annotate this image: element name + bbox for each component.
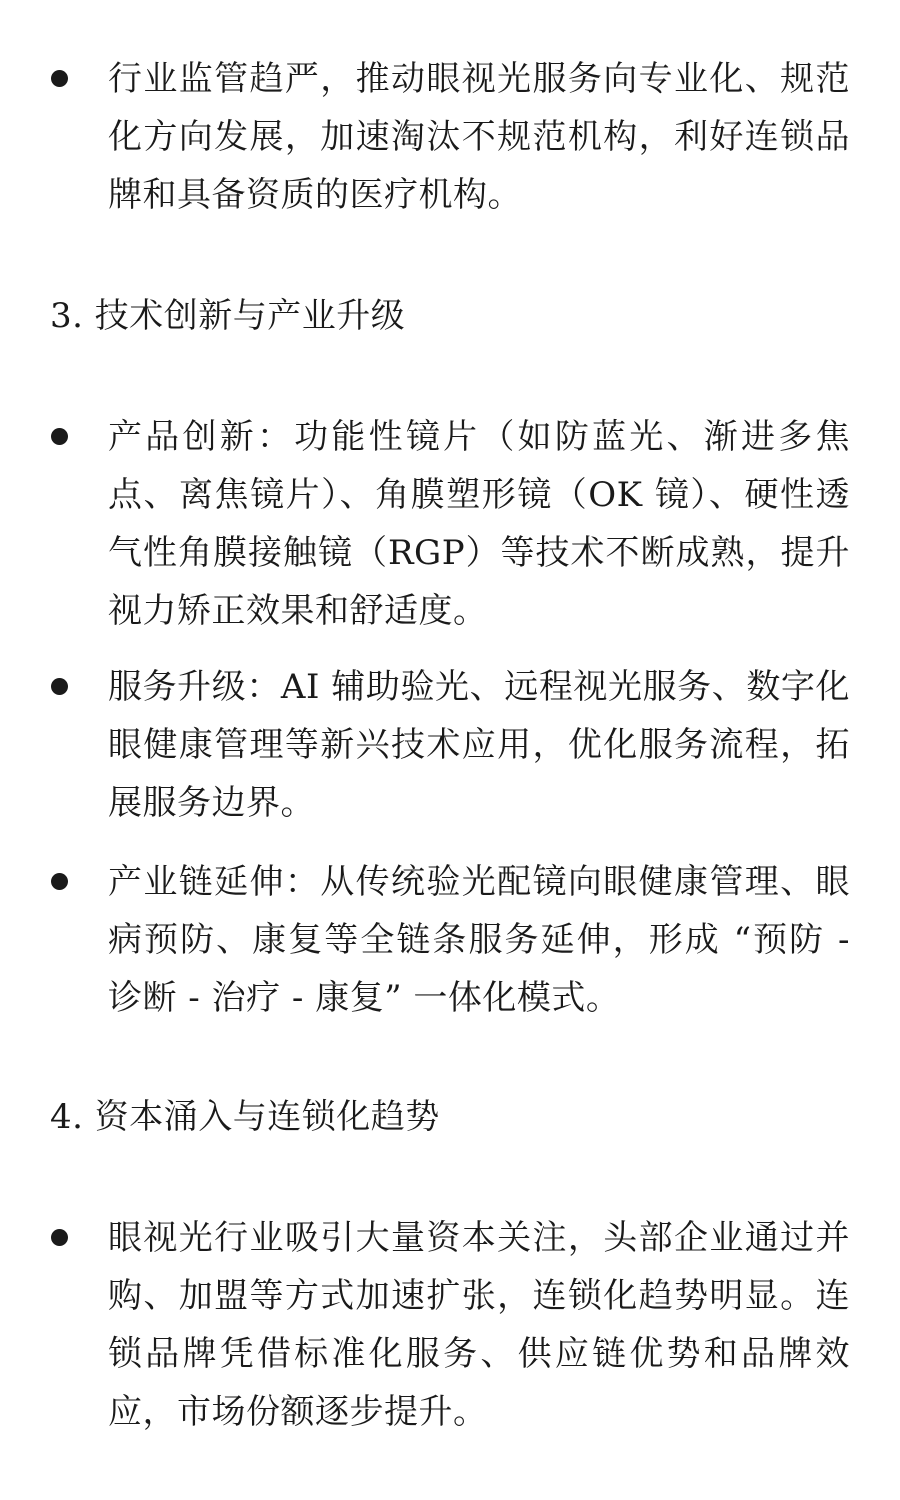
bullet-text-regulation: 行业监管趋严，推动眼视光服务向专业化、规范化方向发展，加速淘汰不规范机构，利好连锁品牌和具备资质的医疗机构。	[108, 59, 850, 215]
bullet-text-industry-chain: 产业链延伸：从传统验光配镜向眼健康管理、眼病预防、康复等全链条服务延伸，形成 “预防 - 诊断 - 治疗 - 康复” 一体化模式。	[108, 862, 850, 1018]
bullet-text-capital: 眼视光行业吸引大量资本关注，头部企业通过并购、加盟等方式加速扩张，连锁化趋势明显。连锁品牌凭借标准化服务、供应链优势和品牌效应，市场份额逐步提升。	[108, 1218, 850, 1432]
bullet-dot-icon	[51, 678, 68, 695]
bullet-text-product-innovation: 产品创新：功能性镜片（如防蓝光、渐进多焦点、离焦镜片）、角膜塑形镜（OK 镜）、硬性透气性角膜接触镜（RGP）等技术不断成熟，提升视力矫正效果和舒适度。	[108, 417, 850, 631]
bullet-dot-icon	[51, 1229, 68, 1246]
section-heading-3: 3. 技术创新与产业升级	[50, 296, 406, 336]
section-heading-4: 4. 资本涌入与连锁化趋势	[50, 1097, 440, 1137]
bullet-dot-icon	[51, 70, 68, 87]
bullet-dot-icon	[51, 428, 68, 445]
bullet-text-service-upgrade: 服务升级：AI 辅助验光、远程视光服务、数字化眼健康管理等新兴技术应用，优化服务流程，拓展服务边界。	[108, 667, 850, 823]
bullet-dot-icon	[51, 873, 68, 890]
